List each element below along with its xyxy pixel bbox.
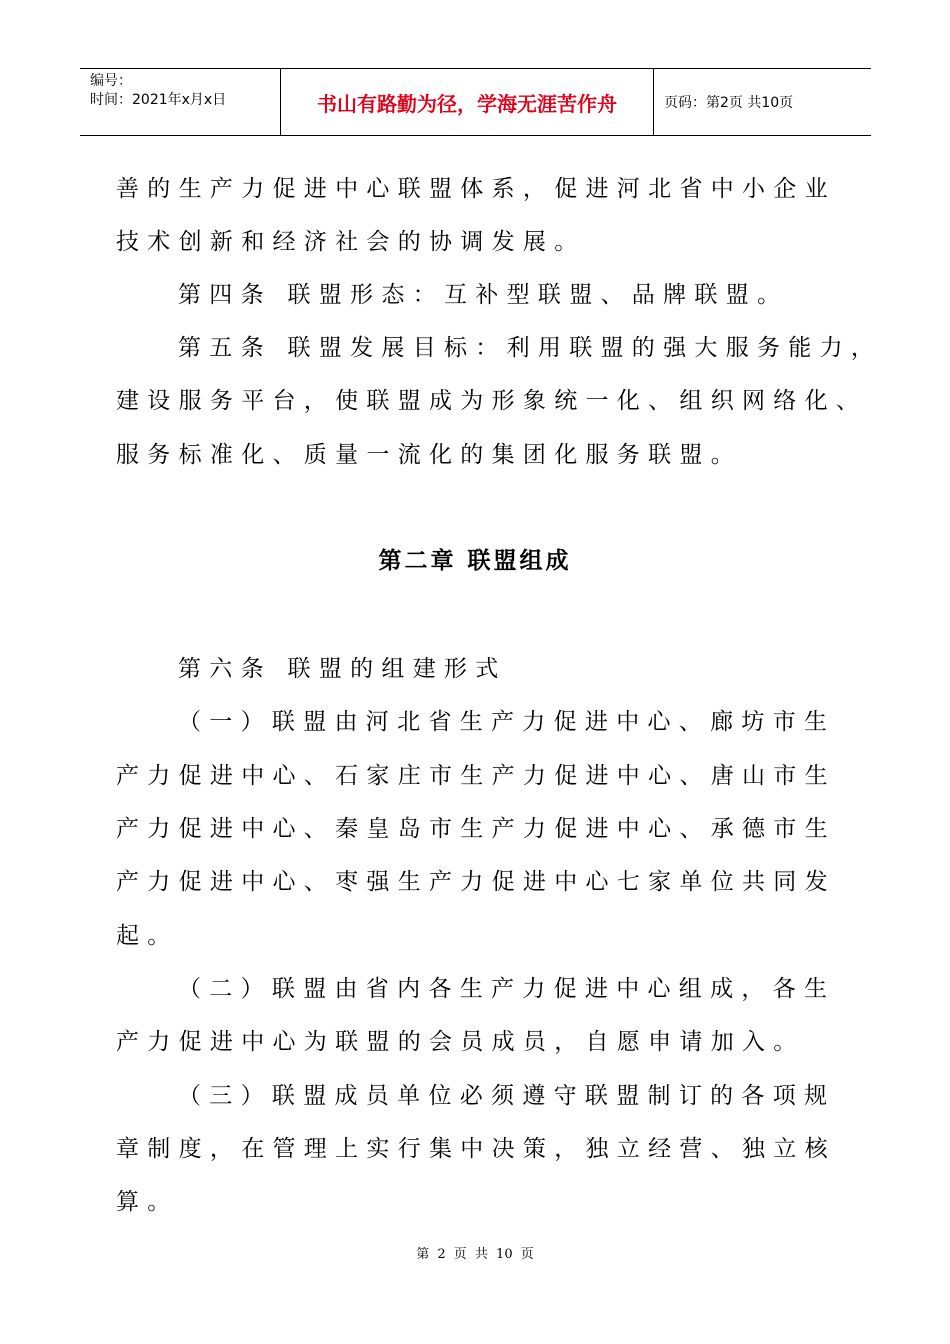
body-line-2: 技术创新和经济社会的协调发展。 <box>116 229 586 255</box>
chapter-heading: 第二章 联盟组成 <box>378 548 572 574</box>
page-header <box>80 68 871 136</box>
header-meta <box>80 69 281 135</box>
clause-2-line-2: 产力促进中心为联盟的会员成员，自愿申请加入。 <box>116 1029 805 1055</box>
header-motto: 书山有路勤为径，学海无涯苦作舟 <box>281 69 654 135</box>
document-number-label: 编号： <box>90 73 132 89</box>
clause-3-line-2: 章制度，在管理上实行集中决策，独立经营、独立核 <box>116 1136 836 1162</box>
clause-1-line-5: 起。 <box>116 923 179 949</box>
body-line-5: 建设服务平台，使联盟成为形象统一化、组织网络化、 <box>116 388 868 414</box>
header-page-info: 页码：第2页 共10页 <box>664 95 794 111</box>
body-line-1: 善的生产力促进中心联盟体系，促进河北省中小企业 <box>116 176 836 202</box>
document-time-label: 时间：2021年x月x日 <box>90 92 227 108</box>
clause-2: （二）联盟由省内各生产力促进中心组成，各生 <box>178 976 836 1002</box>
clause-3-line-3: 算。 <box>116 1189 179 1215</box>
clause-1-line-2: 产力促进中心、石家庄市生产力促进中心、唐山市生 <box>116 763 836 789</box>
clause-3: （三）联盟成员单位必须遵守联盟制订的各项规 <box>178 1083 836 1109</box>
body-line-6: 服务标准化、质量一流化的集团化服务联盟。 <box>116 442 742 468</box>
clause-1-line-3: 产力促进中心、秦皇岛市生产力促进中心、承德市生 <box>116 816 836 842</box>
article-5: 第五条 联盟发展目标：利用联盟的强大服务能力， <box>178 335 883 361</box>
page-footer: 第 2 页 共 10 页 <box>416 1247 534 1262</box>
clause-1-line-4: 产力促进中心、枣强生产力促进中心七家单位共同发 <box>116 869 836 895</box>
clause-1: （一）联盟由河北省生产力促进中心、廊坊市生 <box>178 709 836 735</box>
article-4: 第四条 联盟形态：互补型联盟、品牌联盟。 <box>178 282 789 308</box>
article-6: 第六条 联盟的组建形式 <box>178 656 507 682</box>
